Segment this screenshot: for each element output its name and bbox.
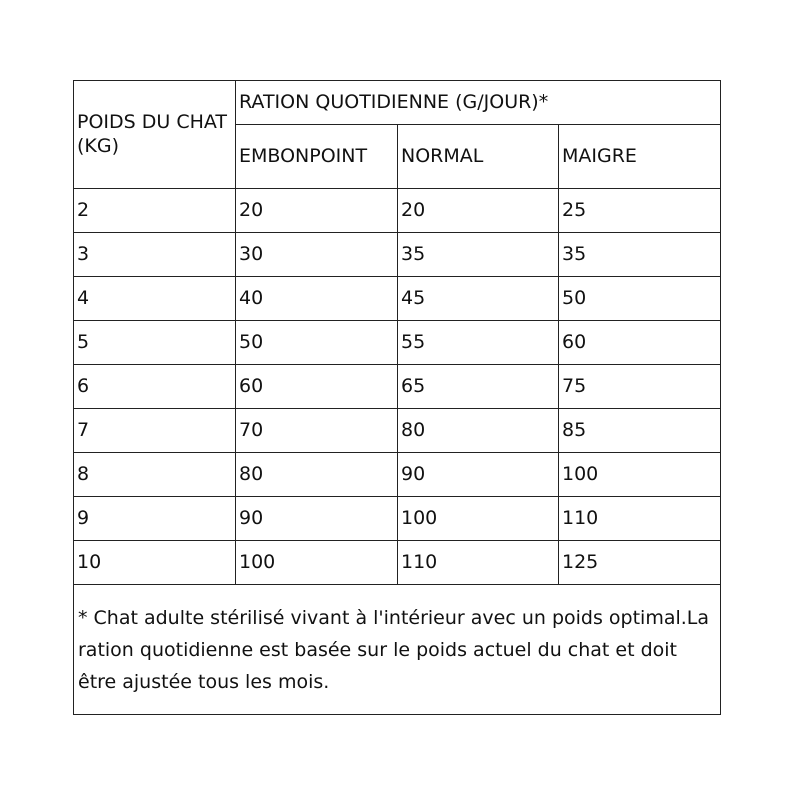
table-row: [74, 277, 721, 321]
table-row: [74, 365, 721, 409]
normal-cell: 80: [398, 409, 559, 453]
table-row: [74, 541, 721, 585]
embonpoint-cell: 20: [236, 189, 398, 233]
subcol-header-embonpoint: EMBONPOINT: [236, 125, 398, 189]
normal-cell: 45: [398, 277, 559, 321]
maigre-cell: 75: [559, 365, 721, 409]
normal-cell: 20: [398, 189, 559, 233]
embonpoint-cell: 70: [236, 409, 398, 453]
maigre-cell: 85: [559, 409, 721, 453]
normal-cell: 65: [398, 365, 559, 409]
subcol-header-maigre: MAIGRE: [559, 125, 721, 189]
ration-group-header: RATION QUOTIDIENNE (G/JOUR)*: [236, 81, 721, 125]
footnote: * Chat adulte stérilisé vivant à l'intérieur avec un poids optimal.La ration quotidienne est basée sur le poids actuel du chat et doit être ajustée tous les mois.: [74, 585, 721, 715]
weight-cell: 4: [74, 277, 236, 321]
header-row-top: [74, 81, 721, 125]
maigre-cell: 50: [559, 277, 721, 321]
weight-cell: 8: [74, 453, 236, 497]
feeding-ration-table: [73, 80, 721, 715]
normal-cell: 90: [398, 453, 559, 497]
maigre-cell: 25: [559, 189, 721, 233]
subcol-header-normal: NORMAL: [398, 125, 559, 189]
embonpoint-cell: 40: [236, 277, 398, 321]
embonpoint-cell: 50: [236, 321, 398, 365]
embonpoint-cell: 30: [236, 233, 398, 277]
table-row: [74, 189, 721, 233]
embonpoint-cell: 60: [236, 365, 398, 409]
table-row: [74, 453, 721, 497]
table-row: [74, 497, 721, 541]
weight-cell: 7: [74, 409, 236, 453]
table-row: [74, 321, 721, 365]
weight-column-header: POIDS DU CHAT (KG): [74, 81, 236, 189]
maigre-cell: 125: [559, 541, 721, 585]
normal-cell: 110: [398, 541, 559, 585]
maigre-cell: 110: [559, 497, 721, 541]
normal-cell: 55: [398, 321, 559, 365]
weight-cell: 10: [74, 541, 236, 585]
weight-cell: 3: [74, 233, 236, 277]
weight-cell: 9: [74, 497, 236, 541]
maigre-cell: 100: [559, 453, 721, 497]
weight-cell: 6: [74, 365, 236, 409]
weight-cell: 5: [74, 321, 236, 365]
embonpoint-cell: 100: [236, 541, 398, 585]
normal-cell: 100: [398, 497, 559, 541]
embonpoint-cell: 90: [236, 497, 398, 541]
embonpoint-cell: 80: [236, 453, 398, 497]
table-row: [74, 233, 721, 277]
footnote-row: [74, 585, 721, 715]
normal-cell: 35: [398, 233, 559, 277]
maigre-cell: 60: [559, 321, 721, 365]
maigre-cell: 35: [559, 233, 721, 277]
table-row: [74, 409, 721, 453]
weight-cell: 2: [74, 189, 236, 233]
